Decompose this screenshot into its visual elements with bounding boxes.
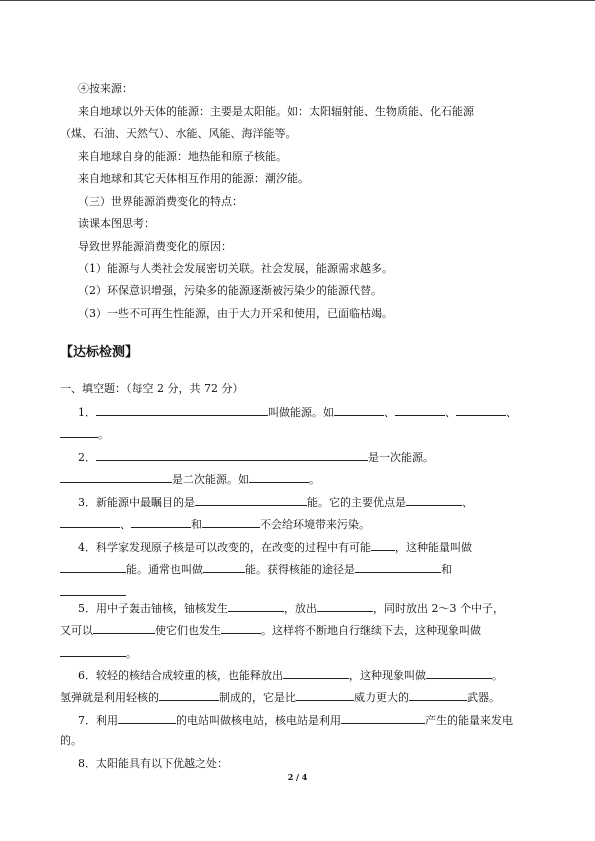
answer-blank[interactable] [60,645,126,657]
text-line: （1）能源与人类社会发展密切关联。社会发展，能源需求越多。 [78,262,393,275]
answer-blank[interactable] [96,404,268,416]
question-6-line: 6．较轻的核结合成较重的核，也能释放出 ，这种现象叫做 。 [78,669,503,682]
answer-blank[interactable] [341,712,425,724]
question-4-continued-2 [60,584,126,600]
answer-blank[interactable] [118,712,176,724]
answer-blank[interactable] [159,689,219,701]
top-border-line [0,0,595,1]
question-7-line: 7．利用 的电站叫做核电站，核电站是利用 产生的能量来发电 [78,714,513,727]
answer-blank[interactable] [60,584,126,596]
text-line: 来自地球自身的能源：地热能和原子核能。 [78,150,287,163]
answer-blank[interactable] [456,404,506,416]
question-4-continued: 能。通常也叫做 能。获得核能的途径是 和 [60,561,452,577]
text-line: 来自地球和其它天体相互作用的能源：潮汐能。 [78,172,309,185]
text-line: ④按来源： [78,82,133,95]
answer-blank[interactable] [409,689,467,701]
answer-blank[interactable] [131,516,191,528]
question-5-continued: 又可以 使它们也发生 。这样将不断地自行继续下去，这种现象叫做 [60,624,481,637]
question-8-line: 8．太阳能具有以下优越之处： [78,757,228,770]
page-number: 2 / 4 [287,772,308,782]
answer-blank[interactable] [371,539,395,551]
answer-blank[interactable] [60,426,98,438]
text-line: 来自地球以外天体的能源：主要是太阳能。如：太阳辐射能、生物质能、化石能源 [78,105,474,118]
question-3-continued: 、 和 不会给环境带来污染。 [60,516,370,532]
answer-blank[interactable] [317,600,373,612]
question-1-line: 1． 叫做能源。如 、 、 、 [78,406,517,419]
answer-blank[interactable] [355,561,441,573]
question-2-line: 2． 是一次能源。 [78,451,434,464]
answer-blank[interactable] [334,404,384,416]
answer-blank[interactable] [221,622,261,634]
question-4-line: 4．科学家发现原子核是可以改变的，在改变的过程中有可能 ，这种能量叫做 [78,541,472,554]
answer-blank[interactable] [93,622,155,634]
question-7-continued: 的。 [60,734,82,747]
answer-blank[interactable] [426,667,492,679]
answer-blank[interactable] [60,516,120,528]
answer-blank[interactable] [406,494,462,506]
answer-blank[interactable] [283,667,349,679]
text-line: （2）环保意识增强，污染多的能源逐渐被污染少的能源代替。 [78,284,382,297]
answer-blank[interactable] [202,516,260,528]
part-heading: 一、填空题：（每空 2 分，共 72 分） [60,382,244,395]
question-3-line: 3．新能源中最瞩目的是 能。它的主要优点是 、 [78,496,473,509]
answer-blank[interactable] [296,689,354,701]
answer-blank[interactable] [228,600,284,612]
question-5-line: 5．用中子轰击铀核，铀核发生 ，放出 ，同时放出 2～3 个中子， [78,602,504,615]
question-6-continued: 氢弹就是利用轻核的 制成的，它是比 威力更大的 武器。 [60,691,500,704]
question-2-continued: 是二次能源。如 。 [60,471,320,487]
text-line: （三）世界能源消费变化的特点： [78,195,243,208]
answer-blank[interactable] [96,449,368,461]
text-line: 导致世界能源消费变化的原因： [78,240,232,253]
text-line: 读课本图思考： [78,217,155,230]
answer-blank[interactable] [395,404,445,416]
text-line: （煤、石油、天然气）、水能、风能、海洋能等。 [60,127,297,140]
answer-blank[interactable] [195,494,307,506]
answer-blank[interactable] [60,561,126,573]
answer-blank[interactable] [60,471,172,483]
answer-blank[interactable] [249,471,309,483]
answer-blank[interactable] [203,561,245,573]
question-5-continued-2: 。 [60,645,137,661]
section-title: 【达标检测】 [60,345,139,360]
question-1-continued: 。 [60,426,109,442]
text-line: （3）一些不可再生性能源，由于大力开采和使用，已面临枯竭。 [78,307,393,320]
